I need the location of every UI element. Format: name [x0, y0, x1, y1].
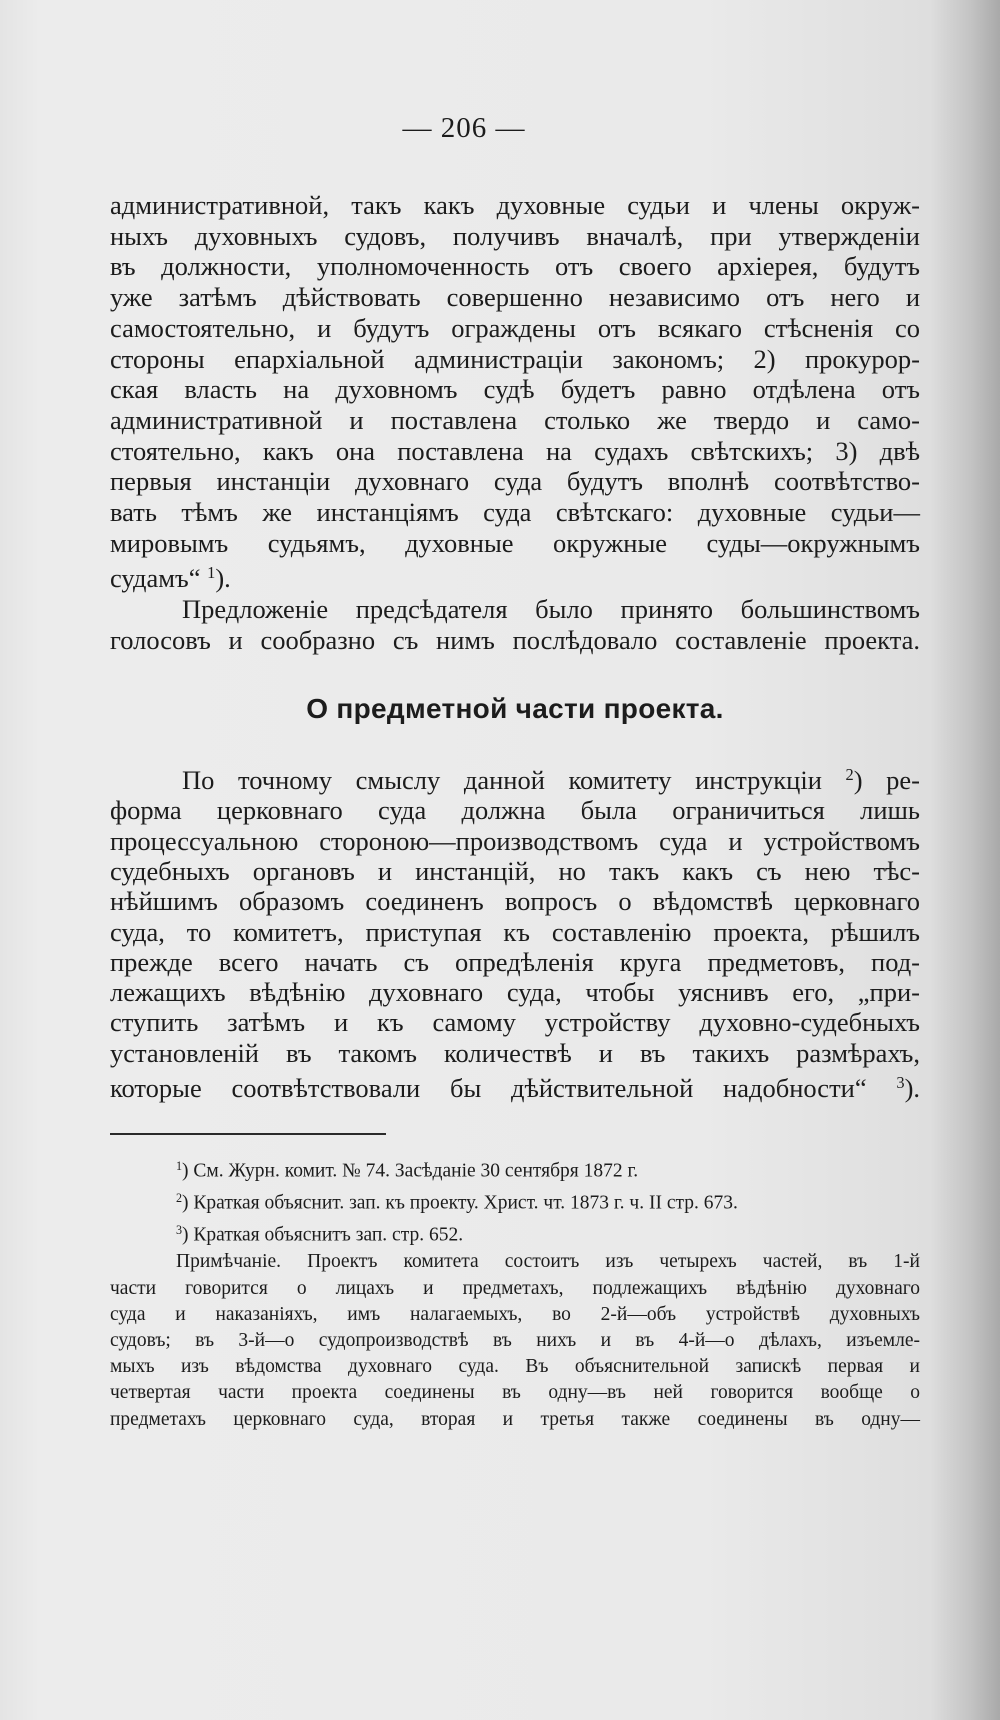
text-line: форма церковнаго суда должна была ограничиться лишь — [110, 795, 920, 826]
note-line: суда и наказаніяхъ, имъ налагаемыхъ, во 2-й—объ устройствѣ духовныхъ — [110, 1303, 920, 1325]
text-line: голосовъ и сообразно съ нимъ послѣдовало составленіе проекта. — [110, 624, 920, 655]
text-line: прежде всего начать съ опредѣленія круга предметовъ, под- — [110, 946, 920, 977]
footnote-marker: 2 — [176, 1191, 183, 1206]
text-line: мировымъ судьямъ, духовные окружные суды—окружнымъ — [110, 527, 920, 558]
text-line: административной, такъ какъ духовные судьи и члены окруж- — [110, 190, 920, 220]
note-line: части говорится о лицахъ и предметахъ, подлежащихъ вѣдѣнію духовнаго — [110, 1277, 920, 1299]
text-line: ступить затѣмъ и къ самому устройству духовно-судебныхъ — [110, 1007, 920, 1038]
main-text-block — [110, 190, 920, 656]
footnote-text: ) См. Журн. комит. № 74. Засѣданіе 30 сентября 1872 г. — [182, 1160, 639, 1182]
text-line: самостоятельно, и будутъ ограждены отъ всякаго стѣсненія со — [110, 312, 920, 343]
section-text-block — [110, 760, 920, 1103]
text-segment: ). — [904, 1073, 921, 1104]
note-line: Примѣчаніе. Проектъ комитета состоитъ изъ четырехъ частей, въ 1-й — [176, 1251, 920, 1273]
footnote-3 — [110, 1217, 920, 1249]
footnote-ref: 1 — [207, 563, 216, 583]
text-line: нѣйшимъ образомъ соединенъ вопросъ о вѣдомствѣ церковнаго — [110, 886, 920, 917]
footnote-text: ) Краткая объяснит. зап. къ проекту. Христ. чт. 1873 г. ч. II стр. 673. — [182, 1192, 738, 1214]
text-line: уже затѣмъ дѣйствовать совершенно независимо отъ него и — [110, 282, 920, 313]
note-line: мыхъ изъ вѣдомства духовнаго суда. Въ объяснительной запискѣ первая и — [110, 1356, 920, 1378]
text-line: административной и поставлена столько же твердо и само- — [110, 404, 920, 435]
text-line: стороны епархіальной администраціи закономъ; 2) прокурор- — [110, 343, 920, 374]
text-line-last — [110, 1068, 920, 1103]
note-line: четвертая части проекта соединены въ одну—въ ней говорится вообще о — [110, 1382, 920, 1404]
footnote-2 — [110, 1185, 920, 1217]
note-line: судовъ; въ 3-й—о судопроизводствѣ въ нихъ и въ 4-й—о дѣлахъ, изъемле- — [110, 1330, 920, 1352]
text-line: процесcуальною стороною—производствомъ суда и устройствомъ — [110, 825, 920, 856]
text-line: первыя инстанціи духовнаго суда будутъ вполнѣ соотвѣтство- — [110, 466, 920, 497]
text-segment: ) ре- — [853, 765, 920, 796]
text-segment: По точному смыслу данной комитету инструкціи — [182, 765, 822, 796]
text-segment: ). — [215, 563, 231, 594]
footnote-ref: 2 — [845, 765, 854, 784]
footnote-marker: 1 — [176, 1159, 183, 1173]
text-segment: судамъ“ — [110, 563, 201, 594]
text-line: стоятельно, какъ она поставлена на судахъ свѣтскихъ; 3) двѣ — [110, 435, 920, 466]
text-line: ныхъ духовныхъ судовъ, получивъ вначалѣ, при утвержденіи — [110, 220, 920, 251]
paragraph-first-line — [110, 760, 920, 795]
paragraph-first-line: Предложеніе предсѣдателя было принято большинствомъ — [182, 594, 920, 625]
footnote-text: ) Краткая объяснитъ зап. стр. 652. — [182, 1224, 464, 1246]
page-number: — 206 — — [402, 112, 526, 144]
text-line: лежащихъ вѣдѣнію духовнаго суда, чтобы уяснивъ его, „при- — [110, 977, 920, 1008]
section-heading: О предметной части проекта. — [306, 693, 724, 724]
footnotes-block — [110, 1153, 920, 1433]
text-line: установленій въ такомъ количествѣ и въ такихъ размѣрахъ, — [110, 1037, 920, 1068]
text-line: ская власть на духовномъ судѣ будетъ равно отдѣлена отъ — [110, 374, 920, 405]
footnote-marker: 3 — [176, 1223, 183, 1238]
footnote-1 — [110, 1153, 920, 1185]
note-line: предметахъ церковнаго суда, вторая и третья также соединены въ одну— — [110, 1408, 920, 1430]
footnote-ref: 3 — [896, 1073, 905, 1092]
text-line-last — [110, 558, 920, 594]
text-line: суда, то комитетъ, приступая къ составленію проекта, рѣшилъ — [110, 916, 920, 947]
text-line: вать тѣмъ же инстанціямъ суда свѣтскаго: духовные судьи— — [110, 497, 920, 528]
text-line: въ должности, уполномоченность отъ своего архіерея, будутъ — [110, 251, 920, 282]
text-segment: которые соотвѣтствовали бы дѣйствительной надобности“ — [110, 1073, 867, 1104]
note-block — [110, 1249, 920, 1432]
text-line: судебныхъ органовъ и инстанцій, но такъ какъ съ нею тѣс- — [110, 855, 920, 886]
footnote-divider — [110, 1133, 386, 1135]
